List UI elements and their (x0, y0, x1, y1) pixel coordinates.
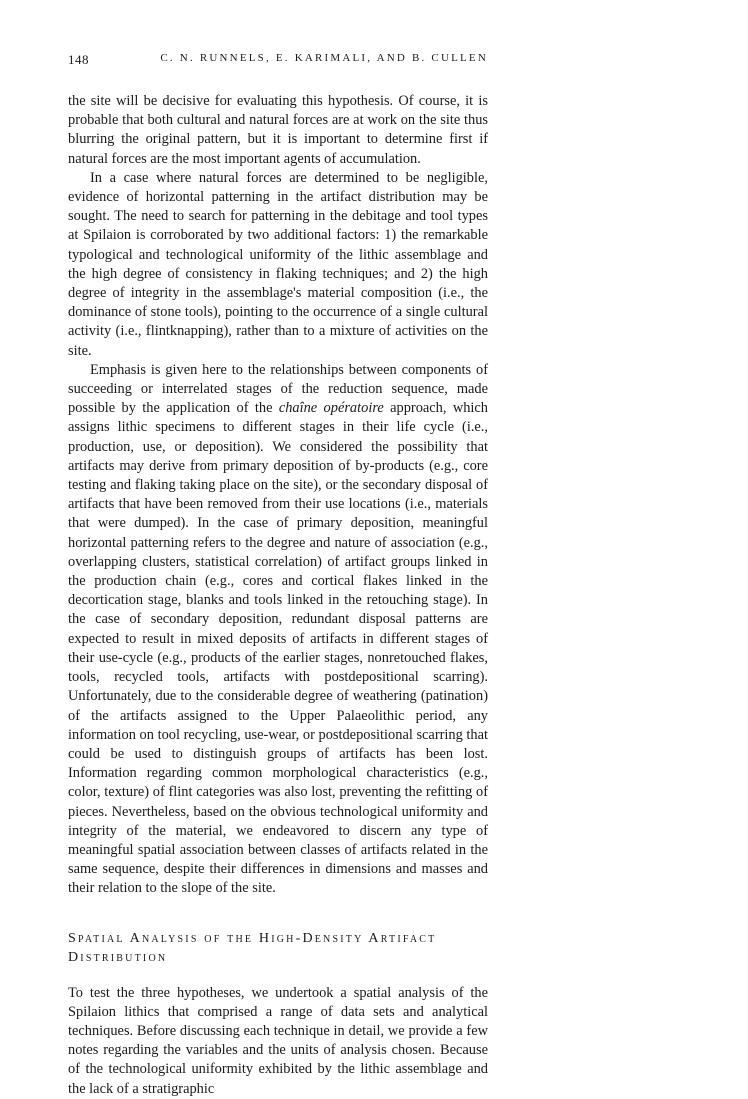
paragraph-2: In a case where natural forces are determined to be negligible, evidence of horizontal patterning in the artifact distribution may be sought. The need to search for patterning in the debitage and tool types at Spilaion is corroborated by two additional factors: 1) the remarkable typological and technological uniformity of the lithic assemblage and the high degree of consistency in flaking techniques; and 2) the high degree of integrity in the assemblage's material composition (i.e., the dominance of stone tools), pointing to the occurrence of a single cultural activity (i.e., flintknapping), rather than to a mixture of activities on the site. (68, 169, 488, 359)
chaine-operatoire-term: chaîne opératoire (278, 400, 384, 417)
paragraph-1: the site will be decisive for evaluating this hypothesis. Of course, it is probable that both cultural and natural forces are at work on the site thus blurring the original pattern, but it is important to determine first if natural forces are the most important agents of accumulation. (68, 93, 488, 167)
page-number: 148 (68, 52, 89, 67)
paragraph-3-text-after: approach, which assigns lithic specimens to different stages in their life cycle (i.e., production, use, or deposition). We considered the possibility that artifacts may derive from primary deposition of by-products (e.g., core testing and flaking taking place on the site), or the secondary disposal of artifacts that have been removed from their use locations (i.e., materials that were dumped). In the case of primary deposition, meaningful horizontal patterning refers to the degree and nature of association (e.g., overlapping clusters, statistical correlation) of artifact groups linked in the production chain (e.g., cores and cortical flakes linked in the decortication stage, blanks and tools linked in the retouching stage). In the case of secondary deposition, redundant disposal patterns are expected to result in mixed deposits of artifacts in different stages of their use-cycle (e.g., products of the earlier stages, nonretouched flakes, tools, recycled tools, artifacts with postdepositional scarring). Unfortunately, due to the considerable degree of weathering (patination) of the artifacts assigned to the Upper Palaeolithic period, any information on tool recycling, use-wear, or postdepositional scarring that could be used to distinguish groups of artifacts has been lost. Information regarding common morphological characteristics (e.g., color, texture) of flint categories was also lost, preventing the refitting of pieces. Nevertheless, based on the obvious technological uniformity and integrity of the material, we endeavored to discern any type of meaningful spatial association between classes of artifacts related in the same sequence, despite their differences in dimensions and masses and their relation to the slope of the site. (68, 400, 489, 897)
paragraph-3 (68, 361, 488, 899)
body-text (68, 92, 488, 1099)
section-paragraph: To test the three hypotheses, we undertook a spatial analysis of the Spilaion lithics that comprised a range of data sets and analytical techniques. Before discussing each technique in detail, we provide a few notes regarding the variables and the units of analysis chosen. Because of the technological uniformity exhibited by the lithic assemblage and the lack of a stratigraphic (68, 984, 488, 1097)
running-head-authors: C. N. RUNNELS, E. KARIMALI, AND B. CULLEN (160, 52, 488, 64)
running-head (68, 50, 488, 70)
section-heading: Spatial Analysis of the High-Density Artifact Distribution (68, 930, 437, 965)
paragraph-3-text-before: Emphasis is given here to the relationships between components of succeeding or interrelated stages of the reduction sequence, made possible by the application of the (68, 361, 488, 417)
